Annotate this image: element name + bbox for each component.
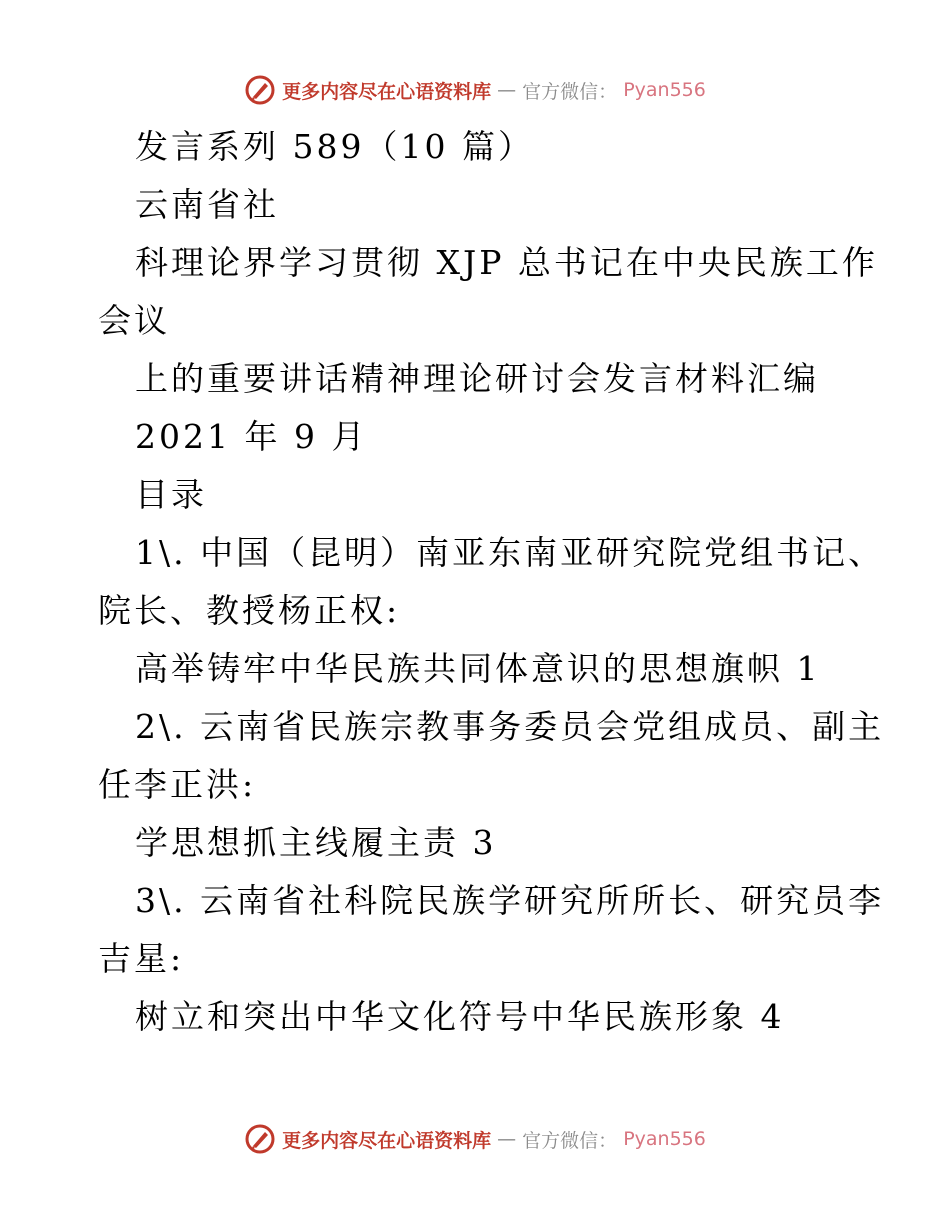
toc-item-2-author-cont: 任李正洪:	[98, 765, 257, 804]
watermark-official: 官方微信：	[522, 80, 618, 103]
doc-line-subtitle-3: 会议	[98, 301, 170, 340]
toc-item-2-title: 学思想抓主线履主责 3	[135, 823, 497, 862]
header-watermark	[0, 74, 950, 106]
document-title: 发言系列 589（10 篇）	[135, 127, 534, 166]
toc-item-3-author-cont: 吉星:	[98, 939, 185, 978]
watermark-official: 官方微信：	[522, 1129, 618, 1152]
toc-item-3-author: 3\. 云南省社科院民族学研究所所长、研究员李	[135, 881, 885, 920]
footer-watermark	[0, 1123, 950, 1155]
watermark-account: Pyan556	[623, 79, 706, 101]
toc-item-3-title: 树立和突出中华文化符号中华民族形象 4	[135, 997, 785, 1036]
watermark-brand: 更多内容尽在心语资料库	[282, 80, 492, 103]
toc-item-1-title: 高举铸牢中华民族共同体意识的思想旗帜 1	[135, 649, 821, 688]
doc-line-date: 2021 年 9 月	[135, 417, 368, 456]
toc-item-1-author-cont: 院长、教授杨正权:	[98, 591, 401, 630]
toc-heading: 目录	[135, 475, 207, 514]
watermark-brand: 更多内容尽在心语资料库	[282, 1129, 492, 1152]
toc-item-2-author: 2\. 云南省民族宗教事务委员会党组成员、副主	[135, 707, 885, 746]
toc-item-1-author: 1\. 中国（昆明）南亚东南亚研究院党组书记、	[135, 533, 885, 572]
pen-logo-icon	[244, 1123, 276, 1155]
pen-logo-icon	[244, 74, 276, 106]
watermark-dash: —	[497, 79, 517, 101]
doc-line-subtitle-1: 云南省社	[135, 185, 279, 224]
doc-line-subtitle-2: 科理论界学习贯彻 XJP 总书记在中央民族工作	[135, 243, 878, 282]
watermark-account: Pyan556	[623, 1128, 706, 1150]
doc-line-subtitle-4: 上的重要讲话精神理论研讨会发言材料汇编	[135, 359, 819, 398]
watermark-dash: —	[497, 1128, 517, 1150]
